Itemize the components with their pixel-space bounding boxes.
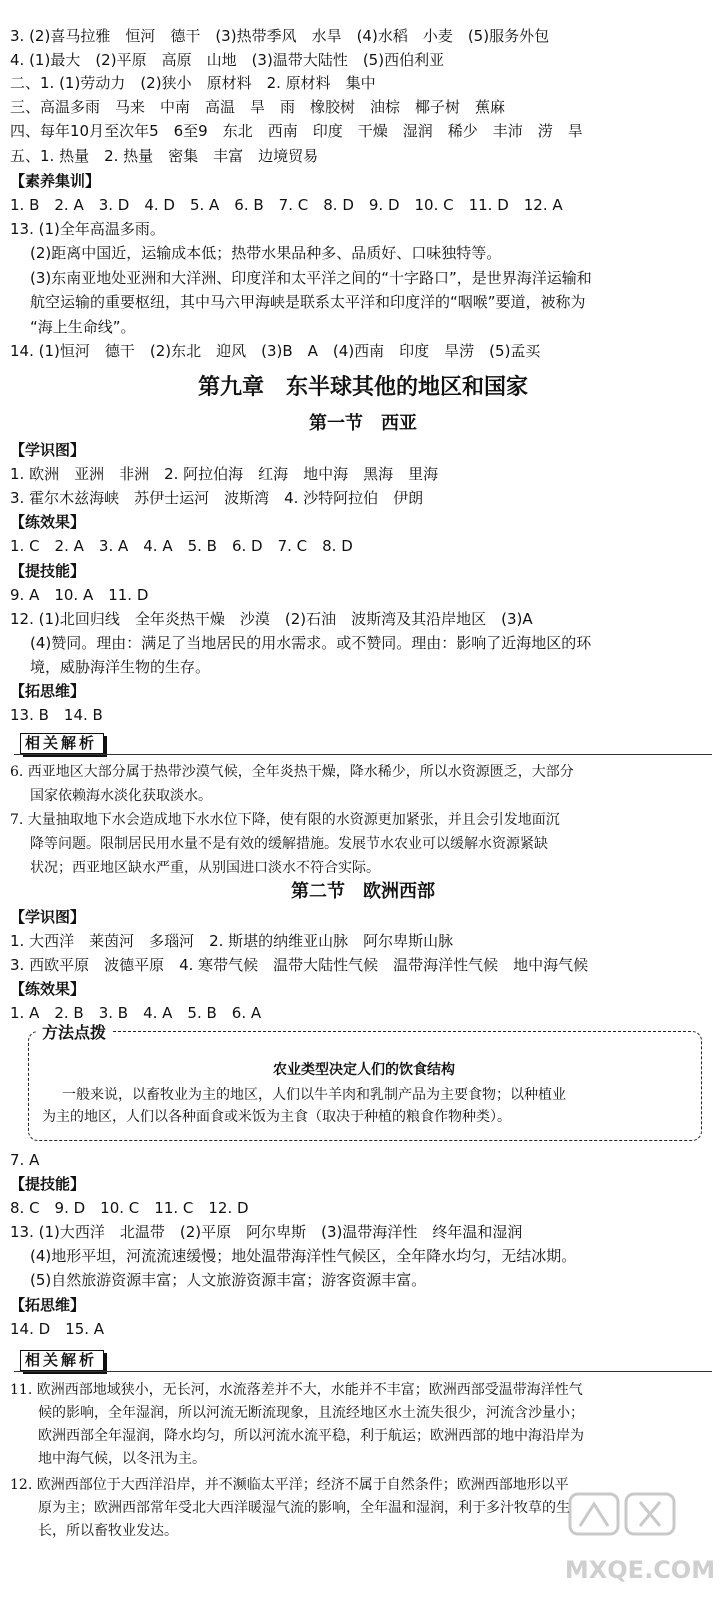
method-title: 农业类型决定人们的饮食结构 (273, 1062, 455, 1078)
analysis-tag: 相关解析 (20, 1350, 104, 1371)
explanation-line: 原为主；欧洲西部常年受北大西洋暖湿气流的影响，全年温和湿润，利于多汁牧草的生 (38, 1500, 570, 1516)
divider (14, 754, 712, 755)
answer-line: 9. A 10. A 11. D (10, 586, 149, 604)
explanation-line: 降等问题。限制居民用水量不是有效的缓解措施。发展节水农业可以缓解水资源紧缺 (30, 836, 548, 852)
answer-line: 13. (1)大西洋 北温带 (2)平原 阿尔卑斯 (3)温带海洋性 终年温和湿润 (10, 1223, 523, 1241)
section-header: 【拓思维】 (10, 682, 86, 700)
answer-line: 1. 欧洲 亚洲 非洲 2. 阿拉伯海 红海 地中海 黑海 里海 (10, 465, 439, 483)
answer-line: 14. D 15. A (10, 1320, 105, 1338)
answer-line: 1. 大西洋 莱茵河 多瑙河 2. 斯堪的纳维亚山脉 阿尔卑斯山脉 (10, 932, 454, 950)
answer-line: 1. B 2. A 3. D 4. D 5. A 6. B 7. C 8. D 9. D 10. C 11. D 12. A (10, 196, 563, 214)
explanation-line: 欧洲西部全年湿润，降水均匀，所以河流水流平稳，利于航运；欧洲西部的地中海沿岸为 (38, 1428, 584, 1444)
section-header: 【学识图】 (10, 908, 86, 926)
answer-line: (5)自然旅游资源丰富；人文旅游资源丰富；游客资源丰富。 (30, 1271, 427, 1289)
answer-line: 航空运输的重要枢纽，其中马六甲海峡是联系太平洋和印度洋的“咽喉”要道，被称为 (30, 293, 586, 311)
section-title: 第二节 欧洲西部 (291, 881, 435, 902)
answer-line: 7. A (10, 1151, 40, 1169)
answer-line: 3. 霍尔木兹海峡 苏伊士运河 波斯湾 4. 沙特阿拉伯 伊朗 (10, 489, 424, 507)
watermark-logo (560, 1480, 720, 1590)
answer-line: 四、每年10月至次年5 6至9 东北 西南 印度 干燥 湿润 稀少 丰沛 涝 旱 (10, 122, 583, 140)
answer-line: 1. C 2. A 3. A 4. A 5. B 6. D 7. C 8. D (10, 537, 353, 555)
method-text: 一般来说，以畜牧业为主的地区，人们以牛羊肉和乳制产品为主要食物；以种植业 (62, 1087, 566, 1103)
answer-line: 4. (1)最大 (2)平原 高原 山地 (3)温带大陆性 (5)西伯利亚 (10, 51, 445, 69)
section-header: 【练效果】 (10, 513, 86, 531)
answer-line: 13. (1)全年高温多雨。 (10, 220, 165, 238)
answer-line: 3. 西欧平原 波德平原 4. 寒带气候 温带大陆性气候 温带海洋性气候 地中海气候 (10, 956, 589, 974)
answer-line: (4)赞同。理由：满足了当地居民的用水需求。或不赞同。理由：影响了近海地区的环 (30, 634, 592, 652)
answer-line: 3. (2)喜马拉雅 恒河 德干 (3)热带季风 水旱 (4)水稻 小麦 (5)服务外包 (10, 27, 550, 45)
answer-line: 三、高温多雨 马来 中南 高温 旱 雨 橡胶树 油棕 椰子树 蕉麻 (10, 98, 506, 116)
answer-line: 8. C 9. D 10. C 11. C 12. D (10, 1199, 249, 1217)
section-header: 【素养集训】 (10, 172, 101, 190)
explanation-line: 7. 大量抽取地下水会造成地下水水位下降，使有限的水资源更加紧张，并且会引发地面沉 (10, 812, 560, 828)
section-header: 【练效果】 (10, 980, 86, 998)
watermark-text: MXQE.COM (564, 1556, 716, 1584)
answer-line: 1. A 2. B 3. B 4. A 5. B 6. A (10, 1004, 262, 1022)
divider (14, 1371, 712, 1372)
chapter-title: 第九章 东半球其他的地区和国家 (197, 375, 528, 400)
answer-line: 五、1. 热量 2. 热量 密集 丰富 边境贸易 (10, 147, 319, 165)
answer-line: 13. B 14. B (10, 706, 103, 724)
answer-line: 12. (1)北回归线 全年炎热干燥 沙漠 (2)石油 波斯湾及其沿岸地区 (3)A (10, 610, 533, 628)
explanation-line: 候的影响，全年湿润，所以河流无断流现象，且流经地区水土流失很少，河流含沙量小； (38, 1405, 584, 1421)
explanation-line: 12. 欧洲西部位于大西洋沿岸，并不濒临太平洋；经济不属于自然条件；欧洲西部地形以平 (10, 1477, 569, 1493)
answer-line: “海上生命线”。 (30, 318, 136, 336)
explanation-line: 长，所以畜牧业发达。 (38, 1523, 178, 1539)
explanation-line: 国家依赖海水淡化获取淡水。 (30, 788, 212, 804)
answer-line: (3)东南亚地处亚洲和大洋洲、印度洋和太平洋之间的“十字路口”，是世界海洋运输和 (30, 269, 592, 287)
answer-line: 境，威胁海洋生物的生存。 (30, 658, 211, 676)
explanation-line: 6. 西亚地区大部分属于热带沙漠气候，全年炎热干燥，降水稀少，所以水资源匮乏，大部分 (10, 764, 574, 780)
analysis-tag: 相关解析 (20, 733, 104, 754)
answer-line: 二、1. (1)劳动力 (2)狭小 原材料 2. 原材料 集中 (10, 74, 376, 92)
section-header: 【学识图】 (10, 441, 86, 459)
answer-line: (4)地形平坦，河流流速缓慢；地处温带海洋性气候区，全年降水均匀，无结冰期。 (30, 1247, 577, 1265)
answer-line: (2)距离中国近，运输成本低；热带水果品种多、品质好、口味独特等。 (30, 244, 502, 262)
section-header: 【拓思维】 (10, 1296, 86, 1314)
method-label: 方法点拨 (36, 1023, 112, 1043)
method-text: 为主的地区，人们以各种面食或米饭为主食（取决于种植的粮食作物种类）。 (42, 1109, 511, 1125)
section-header: 【提技能】 (10, 1175, 86, 1193)
answer-line: 14. (1)恒河 德干 (2)东北 迎风 (3)B A (4)西南 印度 旱涝 (5)孟买 (10, 342, 541, 360)
section-title: 第一节 西亚 (309, 413, 417, 434)
explanation-line: 地中海气候，以冬汛为主。 (38, 1451, 206, 1467)
explanation-line: 状况；西亚地区缺水严重，从别国进口淡水不符合实际。 (30, 860, 380, 876)
section-header: 【提技能】 (10, 562, 86, 580)
explanation-line: 11. 欧洲西部地域狭小，无长河，水流落差并不大，水能并不丰富；欧洲西部受温带海洋性气 (10, 1382, 583, 1398)
